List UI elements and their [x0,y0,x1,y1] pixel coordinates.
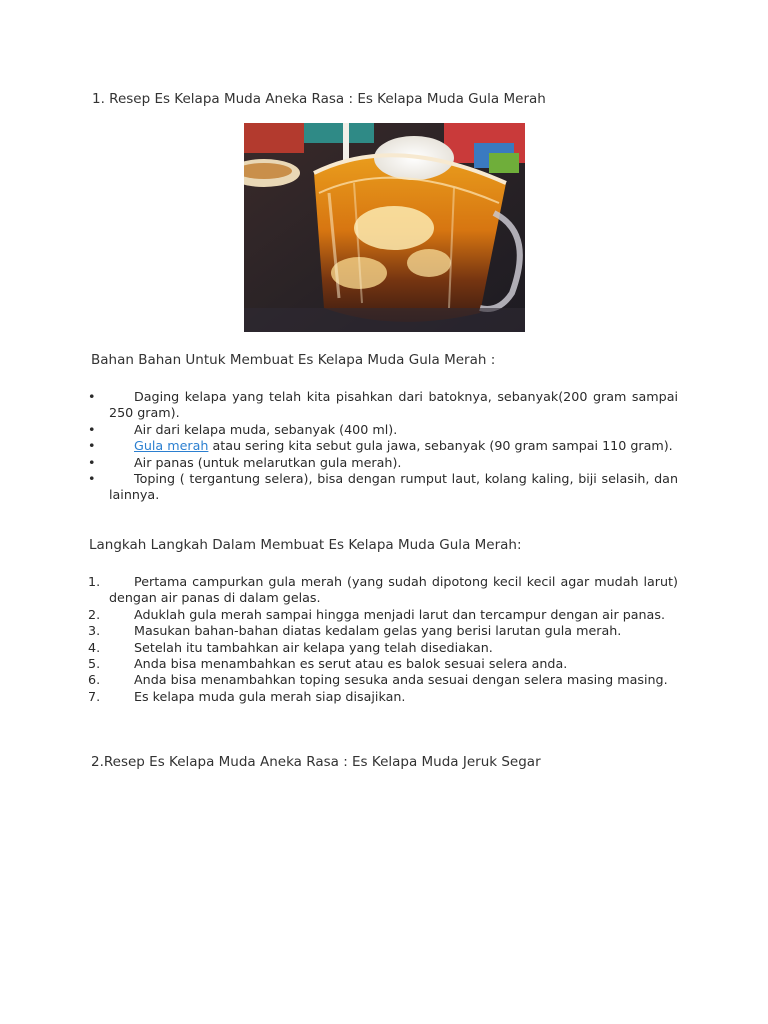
ingredient-text: Toping ( tergantung selera), bisa dengan rumput laut, kolang kaling, biji selasih, dan lainnya. [109,471,678,503]
list-item [88,574,678,607]
list-item [88,640,678,656]
step-number: 4. [88,639,101,655]
es-kelapa-photo [244,123,525,332]
ingredient-text: atau sering kita sebut gula jawa, sebanyak (90 gram sampai 110 gram). [208,438,673,454]
step-number: 7. [88,688,101,704]
step-text: Setelah itu tambahkan air kelapa yang telah disediakan. [134,639,493,655]
list-item [88,689,678,705]
step-text: Masukan bahan-bahan diatas kedalam gelas yang berisi larutan gula merah. [134,623,622,639]
list-item [88,623,678,639]
step-number: 2. [88,606,101,622]
step-text: Anda bisa menambahkan es serut atau es balok sesuai selera anda. [134,656,568,672]
list-item [88,455,678,471]
list-item [88,607,678,623]
step-text: Aduklah gula merah sampai hingga menjadi larut dan tercampur dengan air panas. [134,606,665,622]
ingredients-heading: Bahan Bahan Untuk Membuat Es Kelapa Muda Gula Merah : [91,352,496,368]
step-number: 6. [88,672,101,688]
bullet: • [88,471,96,487]
step-text: Es kelapa muda gula merah siap disajikan. [134,688,406,704]
list-item [88,656,678,672]
step-number: 5. [88,656,101,672]
ingredient-text: Daging kelapa yang telah kita pisahkan dari batoknya, sebanyak(200 gram sampai 250 gram). [109,389,678,421]
step-text: Anda bisa menambahkan toping sesuka anda sesuai dengan selera masing masing. [134,672,668,688]
list-item [88,438,678,454]
ingredient-text: Air panas (untuk melarutkan gula merah). [134,454,402,470]
list-item [88,672,678,688]
step-text: Pertama campurkan gula merah (yang sudah dipotong kecil kecil agar mudah larut) dengan air panas di dalam gelas. [109,574,678,606]
section1-title: 1. Resep Es Kelapa Muda Aneka Rasa : Es Kelapa Muda Gula Merah [92,91,546,107]
gula-merah-link[interactable]: Gula merah [134,438,209,454]
bullet: • [88,454,96,470]
ingredients-list [88,389,678,504]
bullet: • [88,421,96,437]
steps-heading: Langkah Langkah Dalam Membuat Es Kelapa Muda Gula Merah: [89,537,522,553]
list-item [88,389,678,422]
ingredient-text: Air dari kelapa muda, sebanyak (400 ml). [134,421,398,437]
step-number: 3. [88,623,101,639]
bullet: • [88,389,96,404]
bullet: • [88,438,96,454]
steps-list [88,574,678,705]
list-item [88,471,678,504]
list-item [88,422,678,438]
section2-title: 2.Resep Es Kelapa Muda Aneka Rasa : Es Kelapa Muda Jeruk Segar [91,754,541,770]
step-number: 1. [88,574,101,589]
